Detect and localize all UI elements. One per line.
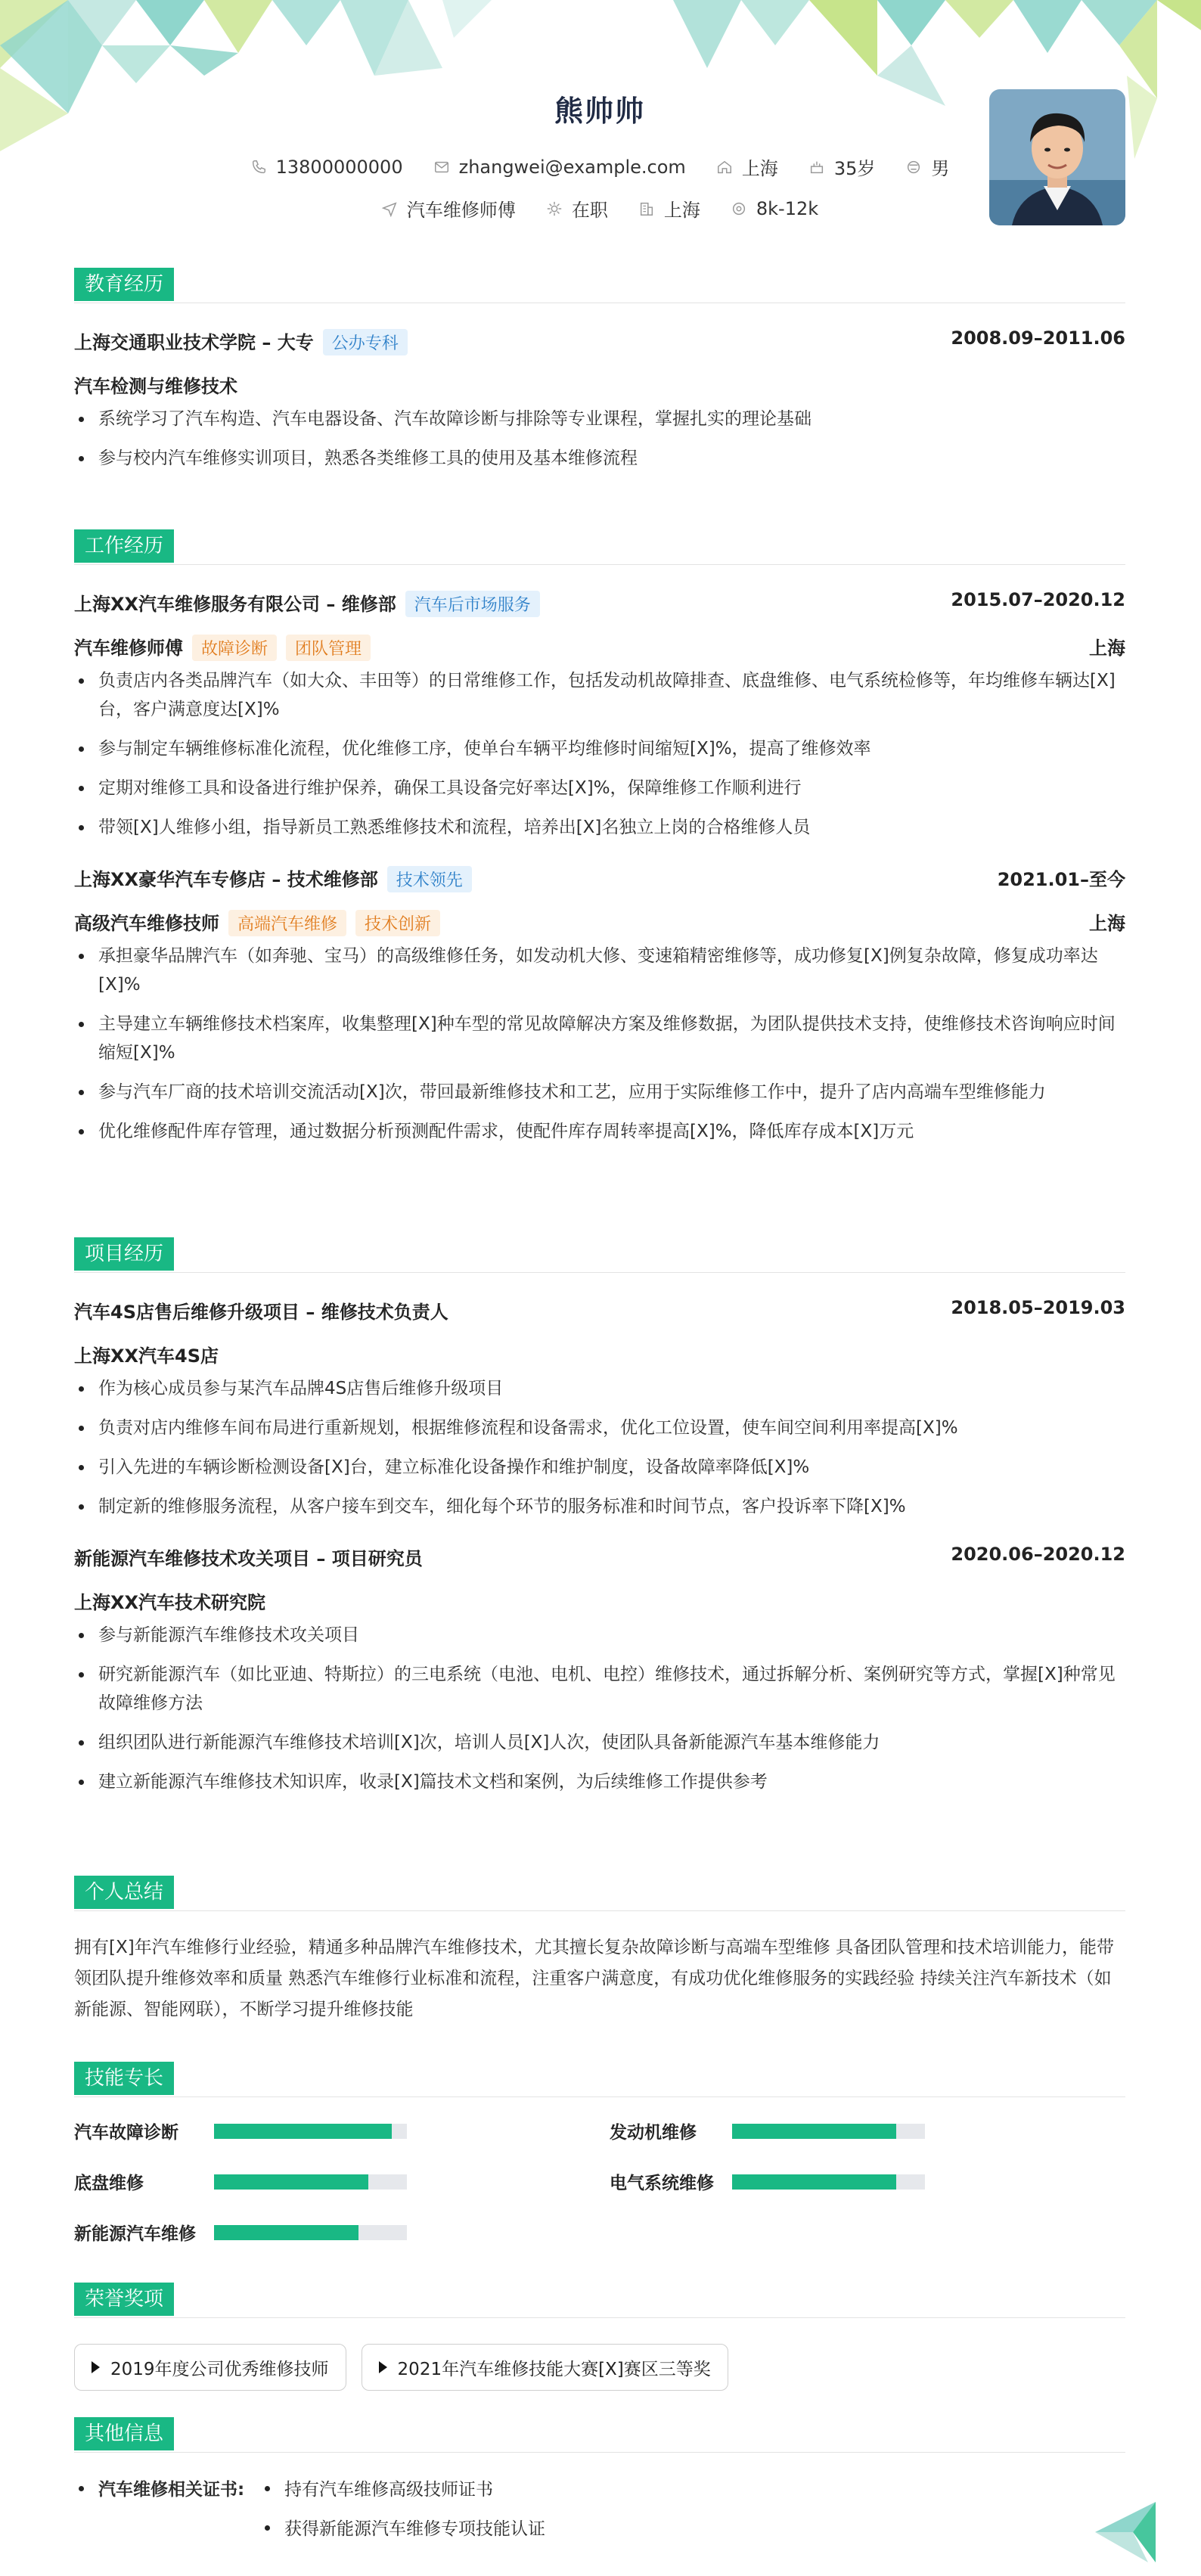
skill-bar-fill: [214, 2225, 358, 2240]
role-line: [74, 633, 371, 661]
building-icon: [638, 200, 655, 217]
skill-item: [74, 2220, 498, 2242]
role-row: [74, 908, 1125, 934]
email-icon: [433, 159, 450, 175]
education-bullets: [74, 405, 1125, 473]
project-bullets: [74, 1621, 1125, 1796]
skill-bar: [214, 2124, 407, 2139]
skills-grid: [74, 2118, 1125, 2270]
skill-bar-fill: [214, 2124, 392, 2139]
list-item: 参与制定车辆维修标准化流程，优化维修工序，使单台车辆平均维修时间缩短[X]%，提高了维修效率: [74, 734, 1125, 763]
projects-section-header: [74, 1237, 1125, 1273]
school-tag: 公办专科: [323, 329, 408, 355]
project-org-row: [74, 1587, 1125, 1613]
work-city: 上海: [1089, 638, 1125, 659]
list-item: 组织团队进行新能源汽车维修技术培训[X]次，培训人员[X]人次，使团队具备新能源汽车基本维修能力: [74, 1728, 1125, 1757]
email-text: zhangwei@example.com: [458, 156, 686, 178]
list-item: 系统学习了汽车构造、汽车电器设备、汽车故障诊断与排除等专业课程，掌握扎实的理论基础: [74, 405, 1125, 433]
section-title: 教育经历: [74, 268, 174, 301]
work-bullets: [74, 666, 1125, 842]
candidate-name: 熊帅帅: [554, 95, 645, 128]
work-entry-header: [74, 864, 1125, 890]
section-title: 个人总结: [74, 1876, 174, 1909]
skill-bar: [732, 2124, 925, 2139]
list-item: 作为核心成员参与某汽车品牌4S店售后维修升级项目: [74, 1374, 1125, 1403]
company-tag: 汽车后市场服务: [405, 591, 540, 617]
skills-section-header: [74, 2062, 1125, 2097]
role-tag: 团队管理: [286, 635, 371, 661]
bullet-dot: [265, 2486, 270, 2491]
avatar: [989, 89, 1125, 225]
skill-bar-fill: [214, 2174, 368, 2190]
play-icon: [379, 2361, 387, 2373]
list-item: 引入先进的车辆诊断检测设备[X]台，建立标准化设备操作和维护制度，设备故障率降低[X]%: [74, 1453, 1125, 1482]
certificate-item: 持有汽车维修高级技师证书: [284, 2480, 493, 2500]
project-entry-header: [74, 1297, 1125, 1323]
list-item: 建立新能源汽车维修技术知识库，收录[X]篇技术文档和案例，为后续维修工作提供参考: [74, 1768, 1125, 1796]
project-title: 汽车4S店售后维修升级项目 – 维修技术负责人: [74, 1302, 448, 1323]
certificate-item: 获得新能源汽车维修专项技能认证: [284, 2519, 545, 2539]
skill-item: [74, 2169, 498, 2192]
certificates-label: 汽车维修相关证书:: [98, 2480, 245, 2500]
skill-item: [610, 2118, 1033, 2141]
project-bullets: [74, 1374, 1125, 1521]
projects-section: [74, 1237, 1125, 1796]
award-label: 2021年汽车维修技能大赛[X]赛区三等奖: [397, 2359, 711, 2379]
contact-info-row: [74, 154, 1125, 180]
education-section: [74, 268, 1125, 473]
status-item: [546, 195, 608, 222]
home-icon: [716, 159, 733, 175]
city-item: [638, 195, 700, 222]
email-item: [433, 157, 686, 178]
list-item: 承担豪华品牌汽车（如奔驰、宝马）的高级维修任务，如发动机大修、变速箱精密维修等，成功修复[X]例复杂故障，修复成功率达[X]%: [74, 942, 1125, 999]
skill-item: [610, 2169, 1033, 2192]
project-org: 上海XX汽车技术研究院: [74, 1592, 266, 1613]
work-date: 2015.07–2020.12: [951, 589, 1125, 610]
list-item: 主导建立车辆维修技术档案库，收集整理[X]种车型的常见故障解决方案及维修数据，为团队提供技术支持，使维修技术咨询响应时间缩短[X]%: [74, 1010, 1125, 1067]
work-section: [74, 529, 1125, 1146]
skill-name: 汽车故障诊断: [74, 2123, 178, 2143]
major-row: [74, 371, 1125, 397]
work-bullets: [74, 942, 1125, 1146]
awards-section: [74, 2283, 1125, 2391]
location-text: 上海: [741, 158, 778, 179]
award-chip: [362, 2344, 728, 2391]
role-row: [74, 633, 1125, 659]
work-section-header: [74, 529, 1125, 565]
skill-bar: [732, 2174, 925, 2190]
work-date: 2021.01–至今: [997, 869, 1125, 890]
list-item: 制定新的维修服务流程，从客户接车到交车，细化每个环节的服务标准和时间节点，客户投诉率下降[X]%: [74, 1492, 1125, 1521]
certificates: [74, 2475, 1125, 2551]
company-tag: 技术领先: [387, 866, 472, 892]
list-item: 参与校内汽车维修实训项目，熟悉各类维修工具的使用及基本维修流程: [74, 444, 1125, 473]
award-chip: [74, 2344, 346, 2391]
city-text: 上海: [663, 200, 700, 221]
skill-bar-fill: [732, 2124, 896, 2139]
bullet-dot: [265, 2525, 270, 2531]
project-date: 2018.05–2019.03: [951, 1297, 1125, 1318]
section-title: 荣誉奖项: [74, 2283, 174, 2316]
company-name: 上海XX汽车维修服务有限公司 – 维修部: [74, 594, 396, 615]
skill-name: 新能源汽车维修: [74, 2224, 196, 2244]
send-icon: [381, 200, 398, 217]
salary-text: 8k-12k: [756, 197, 819, 219]
education-date: 2008.09–2011.06: [951, 327, 1125, 349]
company-line: [74, 589, 540, 617]
award-label: 2019年度公司优秀维修技师: [110, 2359, 329, 2379]
school-name: 上海交通职业技术学院 – 大专: [74, 332, 314, 353]
list-item: 参与汽车厂商的技术培训交流活动[X]次，带回最新维修技术和工艺，应用于实际维修工作中，提升了店内高端车型维修能力: [74, 1078, 1125, 1106]
company-line: [74, 864, 472, 892]
cake-icon: [808, 159, 825, 175]
summary-text: 拥有[X]年汽车维修行业经验，精通多种品牌汽车维修技术，尤其擅长复杂故障诊断与高端车型维修 具备团队管理和技术培训能力，能带领团队提升维修效率和质量 熟悉汽车维修行业标准和流程，注重客户满意度，有成功优化维修服务的实践经验 持续关注汽车新技术（如新能源、智能网联），不断学习提升维修技能: [74, 1938, 1115, 2019]
project-title: 新能源汽车维修技术攻关项目 – 项目研究员: [74, 1548, 423, 1569]
age-text: 35岁: [833, 158, 876, 179]
role-tag: 技术创新: [355, 910, 440, 936]
gender-text: 男: [931, 158, 950, 179]
play-icon: [92, 2361, 100, 2373]
section-title: 其他信息: [74, 2417, 174, 2450]
phone-text: 13800000000: [275, 156, 403, 178]
gear-icon: [546, 200, 563, 217]
skill-item: [74, 2118, 498, 2141]
list-item: 参与新能源汽车维修技术攻关项目: [74, 1621, 1125, 1650]
skills-section: [74, 2062, 1125, 2270]
list-item: 定期对维修工具和设备进行维护保养，确保工具设备完好率达[X]%，保障维修工作顺利进行: [74, 774, 1125, 802]
job-title-item: [381, 195, 516, 222]
job-title-text: 汽车维修师傅: [406, 200, 516, 221]
status-text: 在职: [571, 200, 608, 221]
summary-section: [74, 1876, 1125, 2025]
skill-bar: [214, 2174, 407, 2190]
company-name: 上海XX豪华汽车专修店 – 技术维修部: [74, 869, 378, 890]
gender-icon: [905, 159, 922, 175]
list-item: 负责店内各类品牌汽车（如大众、丰田等）的日常维修工作，包括发动机故障排查、底盘维修、电气系统检修等，年均维修车辆达[X]台，客户满意度达[X]%: [74, 666, 1125, 724]
phone-item: [250, 157, 403, 178]
role-name: 汽车维修师傅: [74, 638, 183, 659]
school-name-line: [74, 327, 408, 355]
education-entry-header: [74, 327, 1125, 353]
job-info-row: [74, 195, 1125, 222]
work-city: 上海: [1089, 913, 1125, 934]
awards-section-header: [74, 2283, 1125, 2318]
skill-name: 发动机维修: [610, 2123, 697, 2143]
summary-section-header: [74, 1876, 1125, 1911]
role-tag: 高端汽车维修: [228, 910, 346, 936]
other-section: [74, 2417, 1125, 2551]
phone-icon: [250, 159, 267, 175]
section-title: 项目经历: [74, 1237, 174, 1271]
skill-bar-fill: [732, 2174, 896, 2190]
skill-name: 电气系统维修: [610, 2174, 714, 2193]
list-item: 研究新能源汽车（如比亚迪、特斯拉）的三电系统（电池、电机、电控）维修技术，通过拆解分析、案例研究等方式，掌握[X]种常见故障维修方法: [74, 1660, 1125, 1718]
project-entry-header: [74, 1544, 1125, 1569]
salary-item: [731, 198, 818, 219]
awards-list: [74, 2344, 1125, 2391]
salary-icon: [731, 200, 747, 217]
major-name: 汽车检测与维修技术: [74, 376, 237, 397]
role-tag: 故障诊断: [192, 635, 277, 661]
skill-name: 底盘维修: [74, 2174, 144, 2193]
project-date: 2020.06–2020.12: [951, 1544, 1125, 1565]
role-name: 高级汽车维修技师: [74, 913, 219, 934]
gender-item: [905, 154, 949, 180]
role-line: [74, 908, 440, 936]
work-entry-header: [74, 589, 1125, 615]
education-section-header: [74, 268, 1125, 303]
project-org: 上海XX汽车4S店: [74, 1345, 219, 1367]
project-org-row: [74, 1341, 1125, 1367]
skill-bar: [214, 2225, 407, 2240]
location-item: [716, 154, 778, 180]
section-title: 工作经历: [74, 529, 174, 563]
age-item: [808, 154, 876, 180]
bullet-dot: [79, 2486, 84, 2491]
list-item: 带领[X]人维修小组，指导新员工熟悉维修技术和流程，培养出[X]名独立上岗的合格维修人员: [74, 813, 1125, 842]
other-section-header: [74, 2417, 1125, 2453]
list-item: 负责对店内维修车间布局进行重新规划，根据维修流程和设备需求，优化工位设置，使车间空间利用率提高[X]%: [74, 1414, 1125, 1442]
list-item: 优化维修配件库存管理，通过数据分析预测配件需求，使配件库存周转率提高[X]%，降低库存成本[X]万元: [74, 1117, 1125, 1146]
section-title: 技能专长: [74, 2062, 174, 2095]
